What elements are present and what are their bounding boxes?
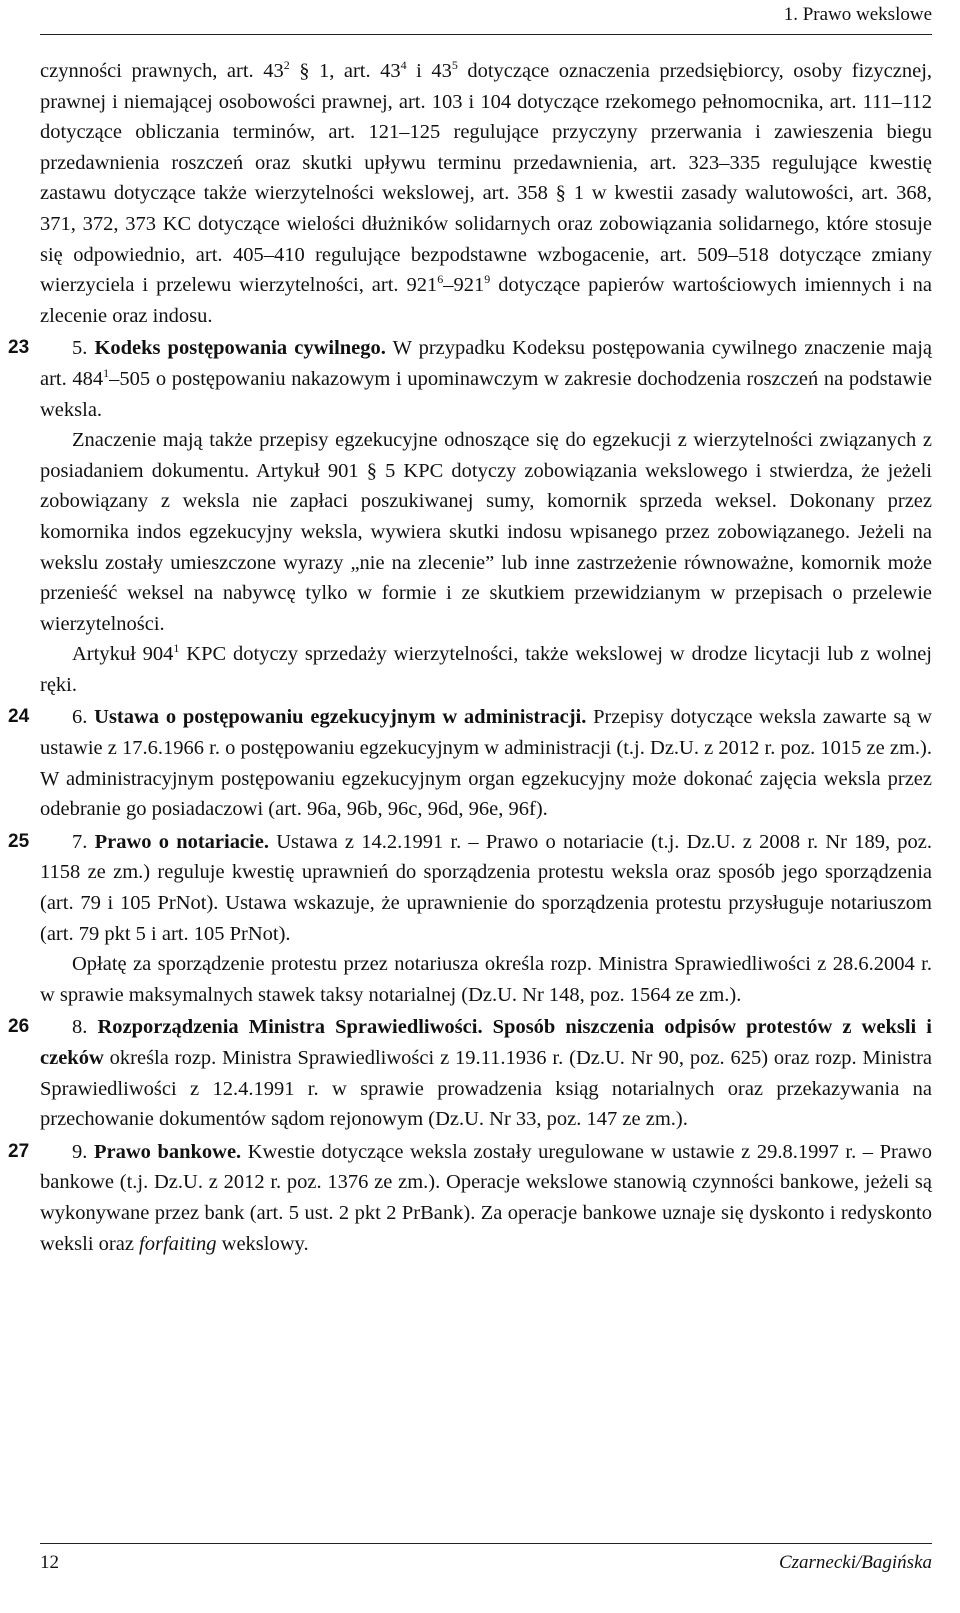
margin-number: 25 [8,830,30,852]
section-heading: Ustawa o postępowaniu egzekucyjnym w administracji. [94,706,587,729]
margin-number: 27 [8,1140,30,1162]
section-heading: Rozporządzenia Ministra Sprawiedliwości. Sposób niszczenia odpisów protestów z weksli i czeków [40,1016,932,1069]
page-body [8,56,933,1259]
section-paragraph: 7. Prawo o notariacie. Ustawa z 14.2.1991 r. – Prawo o notariacie (t.j. Dz.U. z 2008 r. Nr 189, poz. 1158 ze zm.) reguluje kwestię uprawnień do sporządzenia protestu weksla oraz sposób jego sporządzenia (art. 79 i 105 PrNot). Ustawa wskazuje, że uprawnienie do sporządzenia protestu przysługuje notariuszom (art. 79 pkt 5 i art. 105 PrNot). [40,830,933,945]
section-26 [8,1012,932,1134]
section-paragraph: 5. Kodeks postępowania cywilnego. W przypadku Kodeksu postępowania cywilnego znaczenie mają art. $484^1-505$ o postępowaniu nakazowym i upominawczym w zakresie dochodzenia roszczeń na podstawie weksla. [40,337,933,421]
section-paragraph: 9. Prawo bankowe. Kwestie dotyczące weksla zostały uregulowane w ustawie z 29.8.1997 r. – Prawo bankowe (t.j. Dz.U. z 2012 r. poz. 1376 ze zm.). Operacje wekslowe stanowią czynności bankowe, jeżeli są wykonywane przez bank (art. 5 ust. 2 pkt 2 PrBank). Za operacje bankowe uznaje się dyskonto i redyskonto weksli oraz forfaiting wekslowy. [40,1140,932,1255]
header-rule [40,34,932,35]
section-25 [8,827,933,1011]
section-paragraph: Opłatę za sporządzenie protestu przez notariusza określa rozp. Ministra Sprawiedliwości z 28.6.2004 r. w sprawie maksymalnych stawek taksy notarialnej (Dz.U. Nr 148, poz. 1564 ze zm.). [40,953,932,1006]
section-23 [8,333,933,700]
section-paragraph: Znaczenie mają także przepisy egzekucyjne odnoszące się do egzekucji z wierzytelności związanych z posiadaniem dokumentu. Artykuł 901 § 5 KPC dotyczy zobowiązania wekslowego i stwierdza, że jeżeli zobowiązany z weksla nie zapłaci poszukiwanej sumy, komornik sprzeda weksel. Dokonany przez komornika indos egzekucyjny weksla, wywiera skutki indosu wpisanego przez zobowiązanego. Jeżeli na wekslu zostały umieszczone wyrazy „nie na zlecenie” lub inne zastrzeżenie równoważne, komornik może przenieść weksel na nabywcę tylko w formie i ze skutkiem przewidzianym w przepisach o przelewie wierzytelności. [40,429,932,635]
section-27 [8,1137,932,1259]
section-heading: Kodeks postępowania cywilnego. [94,337,386,360]
section-heading: Prawo bankowe. [93,1140,242,1163]
page-number: 12 [40,1552,59,1573]
section-paragraph: Artykuł $904^1$ KPC dotyczy sprzedaży wierzytelności, także wekslowej w drodze licytacji lub z wolnej ręki. [40,641,932,696]
footer-rule [40,1543,932,1544]
section-paragraph: 8. Rozporządzenia Ministra Sprawiedliwości. Sposób niszczenia odpisów protestów z weksli i czeków określa rozp. Ministra Sprawiedliwości z 19.11.1936 r. (Dz.U. Nr 90, poz. 625) oraz rozp. Ministra Sprawiedliwości z 12.4.1991 r. w sprawie prowadzenia ksiąg notarialnych oraz przekazywania na przechowanie dokumentów sądom rejonowym (Dz.U. Nr 33, poz. 147 ze zm.). [40,1016,932,1131]
section-heading: Prawo o notariacie. [94,830,269,853]
footer-authors: Czarnecki/Bagińska [778,1552,932,1573]
intro-paragraph: czynności prawnych, art. $43^2$ § 1, art. $43^4$ i $43^5$ dotyczące oznaczenia przedsiębiorcy, osoby fizycznej, prawnej i niemającej osobowości prawnej, art. 103 i 104 dotyczące rzekomego pełnomocnika, art. 111–112 dotyczące obliczania terminów, art. 121–125 regulujące przyczyny przerwania i zawieszenia biegu przedawnienia roszczeń oraz skutki upływu terminu przedawnienia, art. 323–335 regulujące kwestię zastawu dotyczące także wierzytelności wekslowej, art. 358 § 1 w kwestii zasady walutowości, art. 368, 371, 372, 373 KC dotyczące wielości dłużników solidarnych oraz zobowiązania solidarnego, które stosuje się odpowiednio, art. 405–410 regulujące bezpodstawne wzbogacenie, art. 509–518 dotyczące zmiany wierzyciela i przelewu wierzytelności, art. $921^6-921^9$ dotyczące papierów wartościowych imiennych i na zlecenie oraz indosu. [40,58,933,327]
margin-number: 23 [8,337,30,359]
margin-number: 26 [8,1016,30,1038]
section-24 [8,702,932,824]
margin-number: 24 [8,706,30,728]
running-header: 1. Prawo wekslowe [783,4,932,25]
section-paragraph: 6. Ustawa o postępowaniu egzekucyjnym w administracji. Przepisy dotyczące weksla zawarte są w ustawie z 17.6.1966 r. o postępowaniu egzekucyjnym w administracji (t.j. Dz.U. z 2012 r. poz. 1015 ze zm.). W administracyjnym postępowaniu egzekucyjnym organ egzekucyjny może dokonać zajęcia weksla przez odebranie go posiadaczowi (art. 96a, 96b, 96c, 96d, 96e, 96f). [40,706,932,821]
italic-term: forfaiting [139,1232,217,1255]
